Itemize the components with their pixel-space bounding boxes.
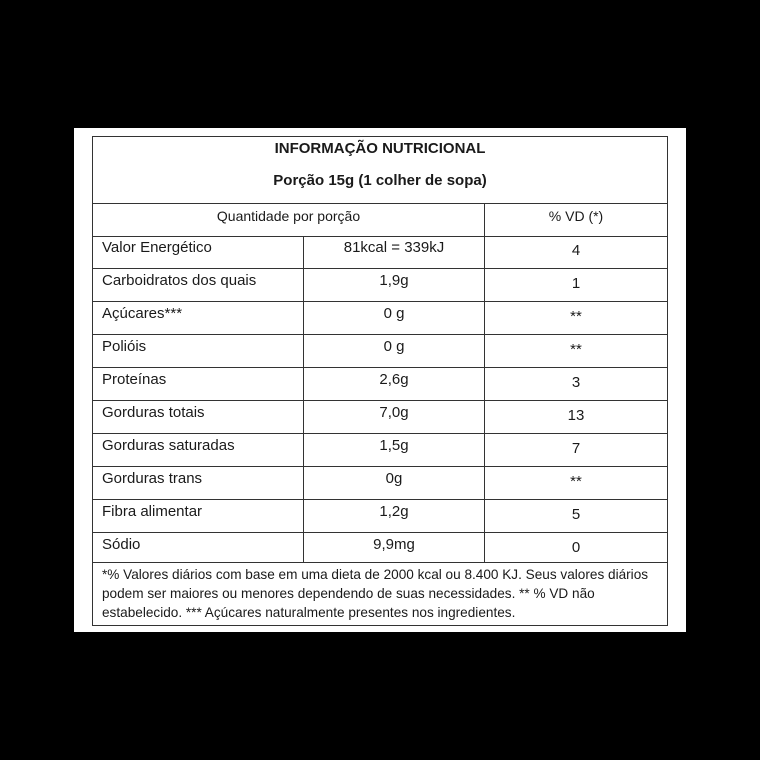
nutrient-amount: 0 g <box>304 335 485 367</box>
nutrition-panel <box>74 128 686 632</box>
nutrient-amount: 1,5g <box>304 434 485 466</box>
nutrient-name: Carboidratos dos quais <box>93 269 304 301</box>
nutrient-name: Gorduras trans <box>93 467 304 499</box>
nutrient-vd: 5 <box>571 506 581 523</box>
table-row <box>93 269 667 302</box>
nutrient-vd: 1 <box>571 275 581 292</box>
table-row <box>93 335 667 368</box>
nutrient-vd: 7 <box>571 440 581 457</box>
column-headers <box>93 203 667 237</box>
footnote: *% Valores diários com base em uma dieta de 2000 kcal ou 8.400 KJ. Seus valores diários podem ser maiores ou menores dependendo de suas necessidades. ** % VD não estabelecido. *** Açúcares naturalmente presentes nos ingredientes. <box>102 567 649 620</box>
nutrient-vd: 4 <box>571 242 581 259</box>
nutrient-amount: 7,0g <box>304 401 485 433</box>
table-row <box>93 401 667 434</box>
nutrient-name: Açúcares*** <box>93 302 304 334</box>
nutrient-vd: ** <box>570 473 582 490</box>
nutrient-name: Gorduras totais <box>93 401 304 433</box>
nutrient-amount: 1,2g <box>304 500 485 532</box>
nutrient-amount: 9,9mg <box>304 533 485 563</box>
table-title: INFORMAÇÃO NUTRICIONAL <box>274 140 486 157</box>
nutrient-name: Polióis <box>93 335 304 367</box>
table-row <box>93 533 667 563</box>
table-row <box>93 302 667 335</box>
nutrient-name: Valor Energético <box>93 236 304 268</box>
table-row <box>93 368 667 401</box>
table-row <box>93 236 667 269</box>
nutrient-amount: 0g <box>304 467 485 499</box>
table-row <box>93 434 667 467</box>
nutrient-amount: 1,9g <box>304 269 485 301</box>
nutrient-name: Fibra alimentar <box>93 500 304 532</box>
nutrition-facts-table <box>92 136 668 626</box>
nutrient-name: Gorduras saturadas <box>93 434 304 466</box>
nutrient-vd: 13 <box>567 407 585 424</box>
nutrient-rows <box>93 236 667 563</box>
nutrient-amount: 2,6g <box>304 368 485 400</box>
column-header-vd: % VD (*) <box>548 208 604 224</box>
table-row <box>93 500 667 533</box>
nutrient-vd: 0 <box>571 539 581 556</box>
table-row <box>93 467 667 500</box>
nutrient-amount: 81kcal = 339kJ <box>304 236 485 268</box>
portion-size: Porção 15g (1 colher de sopa) <box>273 172 487 189</box>
nutrient-name: Sódio <box>93 533 304 563</box>
column-header-quantity: Quantidade por porção <box>93 203 485 236</box>
nutrient-vd: ** <box>570 308 582 325</box>
table-header <box>93 137 667 204</box>
nutrient-name: Proteínas <box>93 368 304 400</box>
nutrient-vd: ** <box>570 341 582 358</box>
nutrient-amount: 0 g <box>304 302 485 334</box>
nutrient-vd: 3 <box>571 374 581 391</box>
